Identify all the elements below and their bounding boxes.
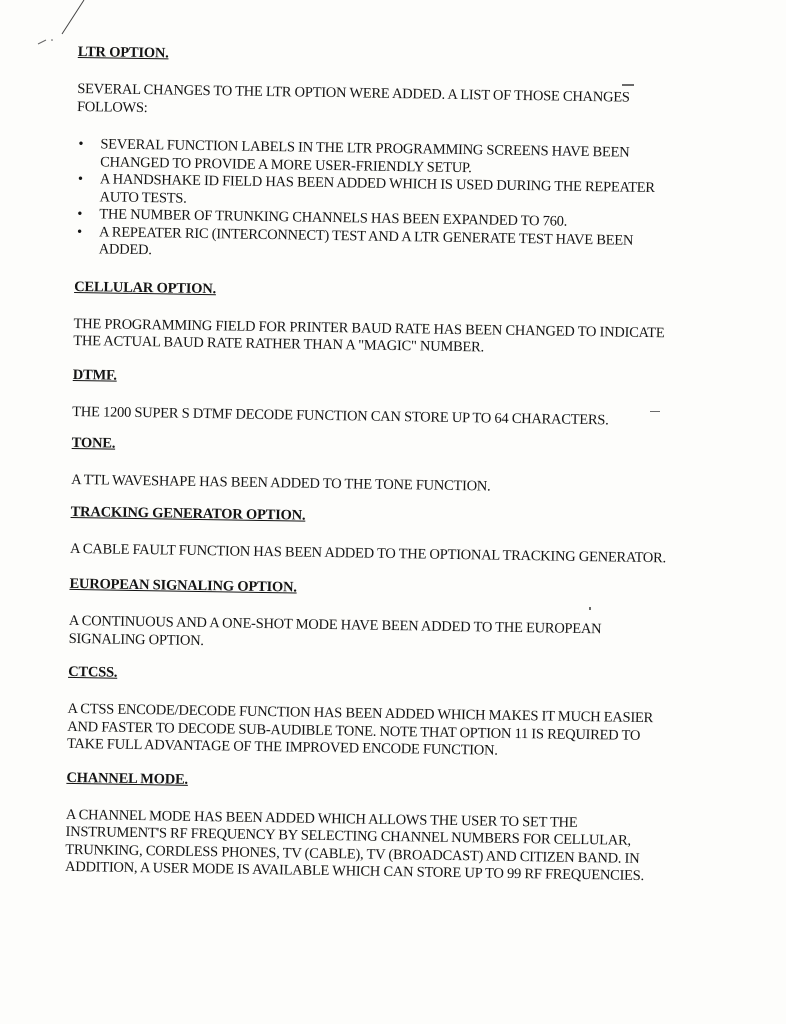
section-heading-european-signaling: EUROPEAN SIGNALING OPTION. [69,575,297,596]
list-item-text: SEVERAL FUNCTION LABELS IN THE LTR PROGRAMMING SCREENS HAVE BEEN CHANGED TO PROVIDE A MORE USER-FRIENDLY SETUP. [100,136,630,176]
bullet-icon: • [77,206,83,223]
ltr-intro: SEVERAL CHANGES TO THE LTR OPTION WERE ADDED. A LIST OF THOSE CHANGES FOLLOWS: [76,80,630,116]
tone-body: A TTL WAVESHAPE HAS BEEN ADDED TO THE TONE FUNCTION. [71,471,491,495]
european-signaling-body: A CONTINUOUS AND A ONE-SHOT MODE HAVE BEEN ADDED TO THE EUROPEAN SIGNALING OPTION. [68,612,602,649]
dtmf-body: THE 1200 SUPER S DTMF DECODE FUNCTION CAN STORE UP TO 64 CHARACTERS. [72,403,609,428]
ltr-change-list [75,136,689,268]
bullet-icon: • [78,136,84,153]
section-heading-ltr: LTR OPTION. [77,44,169,62]
section-heading-ctcss: CTCSS. [68,663,118,681]
tracking-generator-body: A CABLE FAULT FUNCTION HAS BEEN ADDED TO THE OPTIONAL TRACKING GENERATOR. [69,540,667,566]
list-item-text: A HANDSHAKE ID FIELD HAS BEEN ADDED WHICH IS USED DURING THE REPEATER AUTO TESTS. [99,171,655,207]
cellular-body: THE PROGRAMMING FIELD FOR PRINTER BAUD RATE HAS BEEN CHANGED TO INDICATE THE ACTUAL BAUD RATE RATHER THAN A "MAGIC" NUMBER. [73,315,665,356]
section-heading-channel-mode: CHANNEL MODE. [66,769,189,788]
document-body [65,44,690,886]
bullet-icon: • [76,223,83,240]
channel-mode-body: A CHANNEL MODE HAS BEEN ADDED WHICH ALLOWS THE USER TO SET THE INSTRUMENT'S RF FREQUENCY BY SELECTING CHANNEL NUMBERS FOR CELLULAR, TRUNKING, CORDLESS PHONES, TV (CABLE), TV (BROADCAST) AND CITIZEN BAND. IN ADDITION, A USER MODE IS AVAILABLE WHICH CAN STORE UP TO 99 RF FREQUENCIES. [64,806,645,884]
list-item-text: THE NUMBER OF TRUNKING CHANNELS HAS BEEN EXPANDED TO 760. [99,206,568,230]
section-heading-tone: TONE. [71,434,116,452]
bullet-icon: • [77,171,83,188]
section-heading-tracking-generator: TRACKING GENERATOR OPTION. [70,503,306,524]
list-item-text: A REPEATER RIC (INTERCONNECT) TEST AND A LTR GENERATE TEST HAVE BEEN ADDED. [98,223,634,259]
section-heading-cellular: CELLULAR OPTION. [74,278,217,297]
ctcss-body: A CTSS ENCODE/DECODE FUNCTION HAS BEEN ADDED WHICH MAKES IT MUCH EASIER AND FASTER TO DECODE SUB-AUDIBLE TONE. NOTE THAT OPTION 11 IS REQUIRED TO TAKE FULL ADVANTAGE OF THE IMPROVED ENCODE FUNCTION. [66,700,654,759]
section-heading-dtmf: DTMF. [72,366,117,384]
scan-mark-icon [34,0,94,50]
